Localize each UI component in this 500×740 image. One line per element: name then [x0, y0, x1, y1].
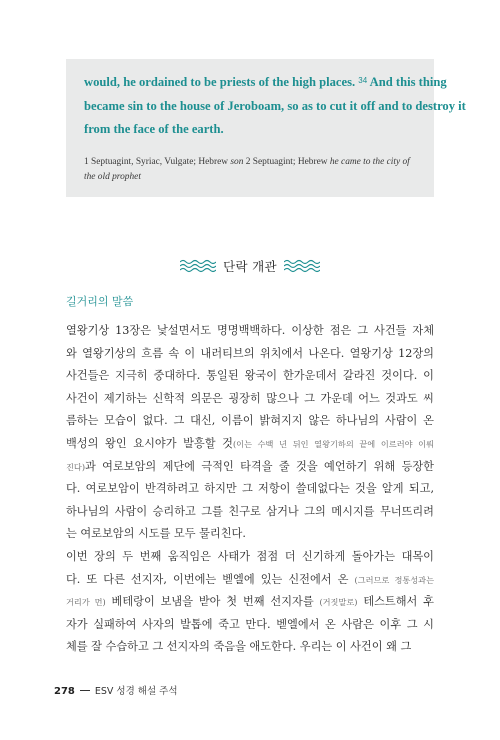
scripture-verse	[84, 69, 466, 142]
body-line	[66, 591, 434, 614]
section-title: 단락 개관	[223, 259, 277, 274]
verse-line	[84, 118, 417, 142]
body-text-segment: 베테랑이 보냄을 받아 첫 번째 선지자를	[105, 595, 320, 609]
scripture-footnotes	[84, 155, 417, 185]
body-text-segment: 체를 잘 수습하고 그 선지자의 죽음을 애도한다. 우리는 이 사건이 왜 그	[66, 640, 412, 654]
body-text-segment: 다. 여로보암이 반격하려고 하지만 그 저항이 쓸데없다는 것을 알게 되고,	[66, 482, 434, 496]
verse-line	[84, 95, 466, 119]
body-line	[66, 546, 434, 569]
body-text-segment: 는 여로보암의 시도를 모두 물리친다.	[66, 527, 246, 541]
page-footer	[54, 683, 178, 697]
verse-text: would, he ordained to be priests of the high places.	[84, 75, 359, 89]
body-line	[66, 410, 434, 433]
body-line	[66, 636, 434, 659]
body-text-segment: 과 여로보암의 제단에 극적인 타격을 줄 것을 예언하기 위해 등장한	[85, 459, 434, 473]
footnote-text: son	[230, 156, 244, 167]
body-line	[66, 320, 434, 343]
book-title: ESV 성경 해설 주석	[94, 686, 178, 697]
body-text-segment: 자가 실패하여 사자의 발톱에 죽고 만다. 벧엘에서 온 사람은 이후 그 시	[66, 617, 434, 631]
body-line	[66, 501, 434, 524]
body-text-segment: 사건들은 지극히 중대하다. 통일된 왕국이 한가운데서 갈라진 것이다. 이	[66, 369, 434, 383]
body-text-segment: 테스트해서 후	[357, 595, 434, 609]
body-text-segment: 사건이 제기하는 신학적 의문은 굉장히 많으나 그 가운데 어느 것과도 씨	[66, 391, 434, 405]
footnote-text: the old prophet	[84, 171, 141, 182]
parenthetical-note: (그러므로 정통성과는	[354, 574, 434, 585]
verse-text: from the face of the earth.	[84, 122, 224, 136]
body-line	[66, 478, 434, 501]
parenthetical-note: (거짓말로)	[319, 597, 358, 608]
verse-line	[84, 69, 447, 95]
body-line	[66, 569, 434, 592]
body-line	[66, 523, 434, 546]
parenthetical-note: 진다)	[66, 461, 86, 472]
body-text-segment: 백성의 왕인 요시야가 발흥할 것	[66, 436, 233, 450]
verse-number: 34	[358, 76, 368, 85]
verse-text: And this thing	[367, 75, 447, 89]
footer-separator	[80, 690, 90, 691]
footnote-text: he came to the city of	[329, 156, 410, 167]
parenthetical-note: (이는 수백 년 뒤인 열왕기하의 끝에 이르러야 이뤄	[232, 438, 434, 449]
parenthetical-note: 거리가 먼)	[66, 597, 106, 608]
subheading: 길거리의 말씀	[66, 295, 134, 308]
body-line	[66, 388, 434, 411]
body-text-segment: 하나님의 사람이 승리하고 그를 친구로 삼거나 그의 메시지를 무너뜨리려	[66, 504, 434, 518]
body-text-segment: 이번 장의 두 번째 움직임은 사태가 점점 더 신기하게 돌아가는 대목이	[66, 549, 434, 563]
section-heading	[0, 256, 500, 276]
body-line	[66, 614, 434, 637]
body-text-segment: 와 열왕기상의 흐름 속 이 내러티브의 위치에서 나온다. 열왕기상 12장의	[66, 346, 434, 360]
body-line	[66, 433, 434, 456]
body-line	[66, 365, 434, 388]
footnote-line	[84, 155, 417, 170]
footnote-line	[84, 170, 417, 185]
page-number: 278	[54, 686, 75, 697]
body-text-segment: 름하는 모습이 없다. 그 대신, 이름이 밝혀지지 않은 하나님의 사람이 온	[66, 414, 434, 428]
scripture-box	[66, 59, 466, 197]
body-text-segment: 열왕기상 13장은 낯설면서도 명명백백하다. 이상한 점은 그 사건들 자체	[66, 324, 434, 337]
verse-text: became sin to the house of Jeroboam, so as to cut it off and to destroy it	[84, 98, 466, 113]
body-text-segment: 다. 또 다른 선지자, 이번에는 벧엘에 있는 신전에서 온	[66, 572, 355, 586]
body-line	[66, 343, 434, 366]
body-text	[66, 320, 434, 659]
footnote-text: 2 Septuagint; Hebrew	[243, 156, 330, 167]
wave-ornament-icon	[180, 259, 216, 273]
wave-ornament-icon	[284, 259, 320, 273]
footnote-text: 1 Septuagint, Syriac, Vulgate; Hebrew	[84, 156, 231, 167]
body-line	[66, 456, 434, 479]
